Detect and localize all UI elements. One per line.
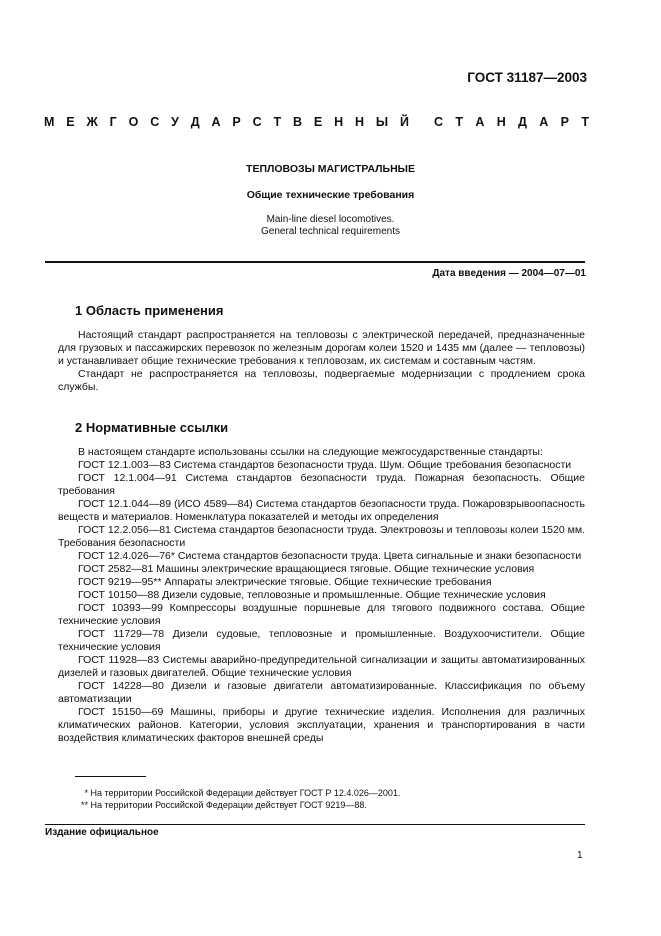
banner-letter: С [150,115,160,129]
banner-letter: Д [518,115,527,129]
header-divider [45,261,585,263]
banner-letter: Т [455,115,463,129]
edition-label: Издание официальное [45,827,159,838]
banner-letter: А [211,115,221,129]
paragraph: Стандарт не распространяется на тепловозы, подвергаемые модернизации с продлением срока службы. [58,368,585,393]
banner-letter: Е [66,115,75,129]
reference-item: ГОСТ 12.4.026—76* Система стандартов безопасности труда. Цвета сигнальные и знаки безопасности [78,550,582,562]
banner-word-standard [434,115,589,129]
gost-number: ГОСТ 31187—2003 [467,70,587,85]
banner-letter: У [171,115,179,129]
banner-letter: Ж [86,115,98,129]
banner-letter: Р [232,115,241,129]
reference-item: ГОСТ 12.1.004—91 Система стандартов безопасности труда. Пожарная безопасность. Общие требования [58,472,585,497]
interstate-standard-banner [44,115,589,129]
english-title-line: General technical requirements [261,226,400,237]
footer-divider [45,824,585,825]
banner-letter: Г [109,115,117,129]
reference-item: ГОСТ 12.2.056—81 Система стандартов безопасности труда. Электровозы и тепловозы колеи 1520 мм. Требования безопасности [58,524,585,549]
banner-letter: Е [313,115,323,129]
section-heading-references: 2 Нормативные ссылки [75,420,229,435]
page-number: 1 [577,850,583,861]
footnote-text: На территории Российской Федерации действует ГОСТ Р 12.4.026—2001. [90,788,401,798]
reference-item: ГОСТ 10150—88 Дизели судовые, тепловозные и промышленные. Общие технические условия [78,589,546,601]
paragraph: Настоящий стандарт распространяется на тепловозы с электрической передачей, предназначенные для грузовых и пассажирских перевозок по железным дорогам колеи 1520 и 1435 мм (далее — тепловозы) и устанавливает общие технические требования к тепловозам, их системам и составным частям. [58,329,585,367]
footnote-separator [75,776,146,777]
reference-item: ГОСТ 10393—99 Компрессоры воздушные поршневые для тягового подвижного состава. Общие технические условия [58,602,585,627]
section-body-scope [58,329,585,394]
banner-letter: О [128,115,139,129]
reference-item: ГОСТ 9219—95** Аппараты электрические тяговые. Общие технические требования [78,576,492,588]
reference-item: ГОСТ 12.1.003—83 Система стандартов безопасности труда. Шум. Общие требования безопасности [78,459,572,471]
banner-letter: Ы [375,115,389,129]
document-subtitle: Общие технические требования [246,189,415,201]
reference-item: ГОСТ 14228—80 Дизели и газовые двигатели автоматизированные. Классификация по объему автоматизации [58,680,585,705]
reference-item: ГОСТ 11729—78 Дизели судовые, тепловозные и промышленные. Воздухоочистители. Общие технические условия [58,628,585,653]
banner-word-interstate [44,115,409,129]
banner-letter: Т [273,115,282,129]
footnote [76,788,400,798]
banner-letter: М [44,115,55,129]
banner-letter: А [539,115,549,129]
banner-letter: А [475,115,485,129]
banner-letter: Н [334,115,344,129]
banner-letter: Н [496,115,506,129]
banner-letter: С [252,115,262,129]
banner-letter: Д [190,115,200,129]
reference-item: ГОСТ 11928—83 Системы аварийно-предупредительной сигнализации и защиты автоматизированных дизелей и газовых двигателей. Общие технические условия [58,654,585,679]
english-title-line: Main-line diesel locomotives. [266,214,395,225]
banner-letter: С [434,115,444,129]
introduction-date: Дата введения — 2004—07—01 [432,268,586,279]
reference-item: ГОСТ 15150—69 Машины, приборы и другие технические изделия. Исполнения для различных климатических районов. Категории, условия эксплуатации, хранения и транспортирования в части воздействия климатических факторов внешней среды [58,706,585,744]
reference-item: ГОСТ 2582—81 Машины электрические вращающиеся тяговые. Общие технические условия [78,563,535,575]
section-heading-scope: 1 Область применения [75,303,224,318]
reference-item: ГОСТ 12.1.044—89 (ИСО 4589—84) Система стандартов безопасности труда. Пожаровзрывоопасность веществ и материалов. Номенклатура показателей и методы их определения [58,498,585,523]
footnote [76,800,367,810]
banner-letter: Т [581,115,589,129]
footnote-mark: ** [80,800,88,810]
footnote-text: На территории Российской Федерации действует ГОСТ 9219—88. [90,800,367,810]
banner-letter: В [292,115,303,129]
banner-letter: Й [399,115,409,129]
footnote-mark: * [84,788,88,798]
section-body-references [58,446,585,745]
banner-letter: Р [560,115,569,129]
banner-letter: Н [354,115,364,129]
paragraph: В настоящем стандарте использованы ссылки на следующие межгосударственные стандарты: [78,446,543,458]
document-title: ТЕПЛОВОЗЫ МАГИСТРАЛЬНЫЕ [246,163,415,175]
english-title [0,214,661,238]
